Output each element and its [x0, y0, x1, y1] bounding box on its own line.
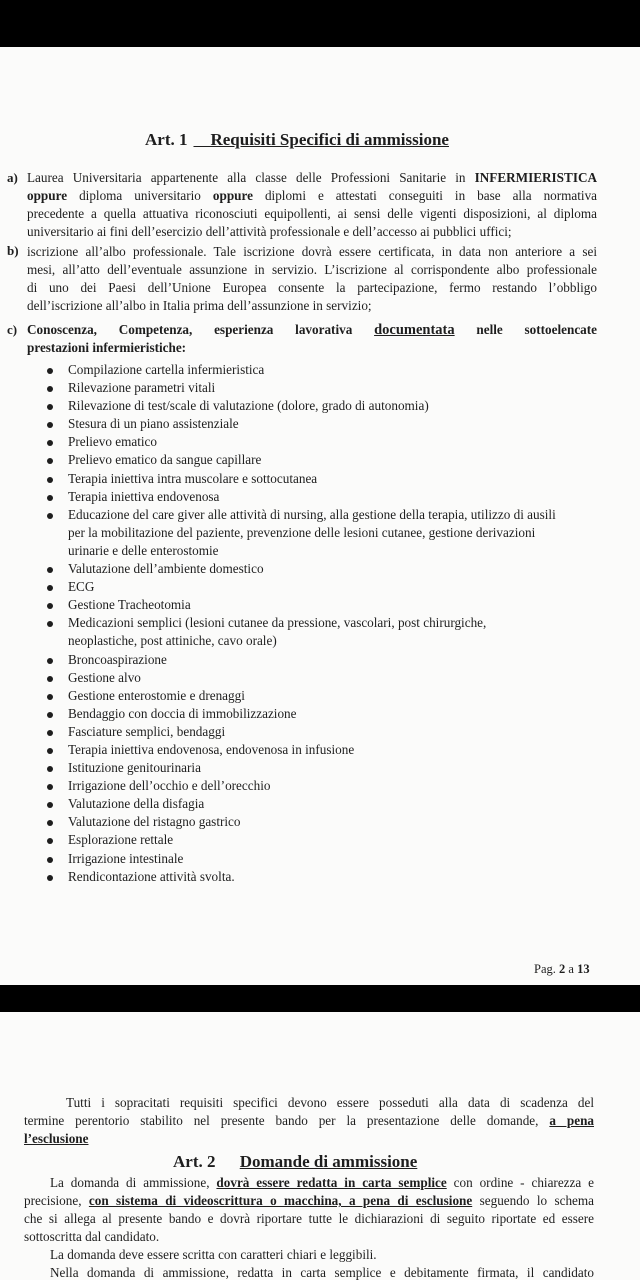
prestazione-text: Esplorazione rettale	[68, 832, 174, 848]
bullet-dot-icon	[47, 875, 53, 881]
bullet-dot-icon	[47, 458, 53, 464]
bullet-dot-icon	[47, 513, 53, 519]
prestazione-item	[47, 596, 607, 614]
prestazione-text: Rendicontazione attività svolta.	[68, 868, 235, 884]
prestazione-item	[47, 506, 607, 560]
prestazione-text: Irrigazione intestinale	[68, 850, 184, 866]
prestazione-item	[47, 578, 607, 596]
prestazione-item	[47, 397, 607, 415]
prestazione-item	[47, 451, 607, 469]
prestazione-text: Terapia iniettiva intra muscolare e sottocutanea	[68, 470, 318, 486]
prestazione-text: Prelievo ematico da sangue capillare	[68, 452, 262, 468]
item-b-line-3: di uno dei Paesi dell’Unione Europea consente la partecipazione, fermo restando l’obbligo	[27, 280, 597, 295]
prestazione-text: Rilevazione di test/scale di valutazione (dolore, grado di autonomia)	[68, 398, 429, 414]
bullet-dot-icon	[47, 748, 53, 754]
note-line-1: Tutti i sopracitati requisiti specifici devono essere posseduti alla data di scadenza del	[66, 1095, 594, 1110]
prestazione-text: Terapia iniettiva endovenosa, endovenosa in infusione	[68, 741, 355, 757]
prestazione-text: Valutazione della disfagia	[68, 796, 205, 812]
prestazione-item	[47, 669, 607, 687]
item-b-letter: b)	[7, 243, 19, 258]
item-c-line-2: prestazioni infermieristiche:	[27, 340, 187, 355]
item-a-line-3: precedente a quella attuativa riconosciuti equipollenti, ai sensi delle vigenti disposizioni, al diploma	[27, 206, 597, 221]
bullet-dot-icon	[47, 404, 53, 410]
prestazione-text: Rilevazione parametri vitali	[68, 380, 216, 396]
prestazione-item	[47, 361, 607, 379]
bullet-dot-icon	[47, 477, 53, 483]
bullet-dot-icon	[47, 838, 53, 844]
prestazione-text: Valutazione del ristagno gastrico	[68, 814, 241, 830]
bullet-dot-icon	[47, 658, 53, 664]
top-black-bar	[0, 0, 640, 47]
item-b-line-1: iscrizione all’albo professionale. Tale iscrizione dovrà essere certificata, in data non anteriore a sei	[27, 244, 597, 259]
item-c-text	[27, 321, 597, 357]
article-2-title: Domande di ammissione	[239, 1152, 418, 1171]
prestazione-item	[47, 777, 607, 795]
page-separator-bar	[0, 985, 640, 1012]
prestazione-text: Gestione alvo	[68, 669, 141, 685]
prestazione-item	[47, 415, 607, 433]
prestazione-item	[47, 379, 607, 397]
prestazione-item	[47, 741, 607, 759]
prestazione-text: Terapia iniettiva endovenosa	[68, 488, 220, 504]
bullet-dot-icon	[47, 440, 53, 446]
prestazione-text: Bendaggio con doccia di immobilizzazione	[68, 705, 297, 721]
art2-line-5: La domanda deve essere scritta con caratteri chiari e leggibili.	[50, 1247, 377, 1262]
prestazione-text: Medicazioni semplici (lesioni cutanee da pressione, vascolari, post chirurgiche,	[68, 615, 487, 631]
prestazione-text: ECG	[68, 579, 95, 595]
prestazione-item	[47, 433, 607, 451]
bullet-dot-icon	[47, 603, 53, 609]
bullet-dot-icon	[47, 766, 53, 772]
prestazione-item	[47, 723, 607, 741]
prestazione-item	[47, 614, 607, 650]
prestazione-text: Educazione del care giver alle attività di nursing, alla gestione della terapia, utilizzo di ausili	[68, 506, 556, 522]
page-number: Pag. 2 a 13	[534, 962, 590, 976]
prestazione-item	[47, 651, 607, 669]
prestazione-text: neoplastiche, post attiniche, cavo orale)	[68, 633, 277, 649]
prestazione-text: Irrigazione dell’occhio e dell’orecchio	[68, 778, 271, 794]
item-c-line-1: Conoscenza, Competenza, esperienza lavorativa documentata nelle sottoelencate	[27, 322, 598, 338]
article-1-title: Requisiti Specifici di ammissione	[210, 130, 449, 149]
prestazione-text: Istituzione genitourinaria	[68, 760, 201, 776]
prestazione-text: per la mobilitazione del paziente, prevenzione delle lesioni cutanee, gestione derivazioni	[68, 524, 536, 540]
bullet-dot-icon	[47, 712, 53, 718]
bullet-dot-icon	[47, 495, 53, 501]
note-line-2: termine perentorio stabilito nel presente bando per la presentazione delle domande, a pena	[24, 1113, 594, 1128]
bullet-dot-icon	[47, 694, 53, 700]
article-2-heading	[173, 1152, 417, 1172]
prestazione-text: urinarie e delle enterostomie	[68, 542, 219, 558]
prestazione-text: Fasciature semplici, bendaggi	[68, 723, 226, 739]
art2-line-6: Nella domanda di ammissione, redatta in carta semplice e debitamente firmata, il candidato	[50, 1265, 594, 1280]
prestazione-text: Gestione enterostomie e drenaggi	[68, 687, 245, 703]
bullet-dot-icon	[47, 784, 53, 790]
prestazione-item	[47, 831, 607, 849]
bullet-dot-icon	[47, 422, 53, 428]
article-2-body	[24, 1174, 594, 1282]
bullet-dot-icon	[47, 802, 53, 808]
bullet-dot-icon	[47, 676, 53, 682]
prestazione-item	[47, 560, 607, 578]
prestazione-item	[47, 850, 607, 868]
item-a-line-2: oppure diploma universitario oppure diplomi e attestati conseguiti in base alla normativa	[27, 188, 598, 203]
art2-line-2: precisione, con sistema di videoscrittura o macchina, a pena di esclusione seguendo lo schema	[24, 1193, 595, 1208]
bullet-dot-icon	[47, 621, 53, 627]
prestazione-text: Valutazione dell’ambiente domestico	[68, 561, 264, 577]
bullet-dot-icon	[47, 857, 53, 863]
prestazioni-list	[47, 361, 607, 886]
article-1-number: Art. 1	[145, 130, 188, 149]
prestazione-text: Gestione Tracheotomia	[68, 597, 191, 613]
bullet-dot-icon	[47, 820, 53, 826]
prestazione-text: Compilazione cartella infermieristica	[68, 362, 265, 377]
prestazione-item	[47, 687, 607, 705]
art2-line-3: che si allega al presente bando e dovrà riportare tutte le dichiarazioni di seguito riportate ed essere	[24, 1211, 594, 1226]
bullet-dot-icon	[47, 567, 53, 573]
prestazione-text: Prelievo ematico	[68, 434, 157, 450]
bullet-dot-icon	[47, 730, 53, 736]
item-a-line-4: universitario ai fini dell’esercizio dell’attività professionale e dell’accesso ai pubblici uffici;	[27, 224, 512, 239]
bullet-dot-icon	[47, 386, 53, 392]
item-a-letter: a)	[7, 170, 18, 185]
prestazione-text: Broncoaspirazione	[68, 651, 167, 667]
prestazione-item	[47, 470, 607, 488]
prestazione-item	[47, 705, 607, 723]
art2-line-4: sottoscritta dal candidato.	[24, 1229, 160, 1244]
item-a-text	[27, 169, 597, 241]
requirements-note	[24, 1094, 594, 1148]
item-c-letter: c)	[7, 322, 18, 337]
prestazione-item	[47, 488, 607, 506]
prestazione-item	[47, 868, 607, 886]
art2-line-1: La domanda di ammissione, dovrà essere redatta in carta semplice con ordine - chiarezza e	[50, 1175, 594, 1190]
prestazione-item	[47, 813, 607, 831]
item-a-line-1: Laurea Universitaria appartenente alla classe delle Professioni Sanitarie in INFERMIERISTICA	[27, 170, 597, 185]
bullet-dot-icon	[47, 585, 53, 591]
item-b-line-2: mesi, all’atto dell’eventuale assunzione in servizio. L’iscrizione al corrispondente albo professionale	[27, 262, 597, 277]
note-line-3: l’esclusione	[24, 1131, 89, 1146]
prestazione-item	[47, 759, 607, 777]
prestazione-item	[47, 795, 607, 813]
prestazione-text: Stesura di un piano assistenziale	[68, 416, 239, 432]
bullet-dot-icon	[47, 368, 53, 374]
article-2-number: Art. 2	[173, 1152, 216, 1171]
item-b-text	[27, 243, 597, 315]
item-b-line-4: dell’iscrizione all’albo in Italia prima dell’assunzione in servizio;	[27, 298, 372, 313]
article-1-heading	[145, 130, 449, 150]
